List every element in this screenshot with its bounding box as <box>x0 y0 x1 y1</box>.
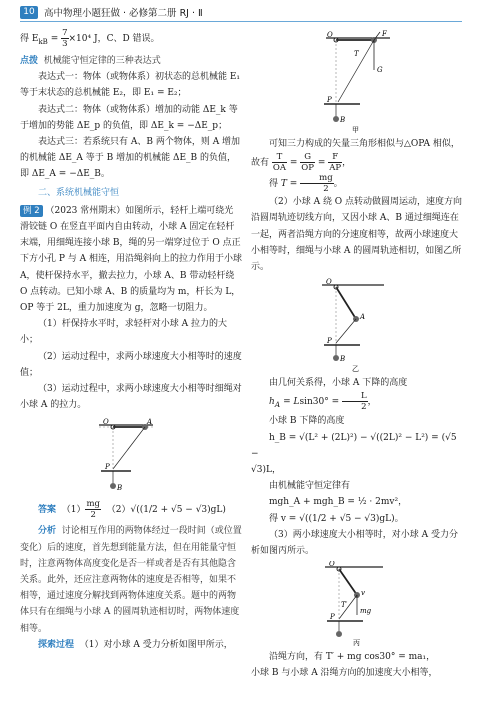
r5: 由几何关系得，小球 A 下降的高度 <box>269 378 408 389</box>
r4: （2）小球 A 绕 O 点转动做圆周运动，速度方向沿圆周轨迹切线方向，又因小球 A、B 通过细绳连在一起，两者沿绳方向的分速度相等，故两小球速度大小相等时，细绳与小球 A 的圆周轨迹相切，如图乙所示。 <box>251 197 463 273</box>
r10: 由机械能守恒定律有 <box>269 481 351 492</box>
label-P-bing: P <box>330 613 335 622</box>
r14: 沿绳方向，有 T′ + mg cos30° = ma₁， <box>269 652 436 663</box>
left-column <box>20 28 242 653</box>
label-A-yi: A <box>360 313 366 322</box>
example-2: 例 2 （2023 常州期末）如图所示，轻杆上端可绕光滑铰链 O 在竖直平面内自由转动，小球 A 固定在轻杆末端，用细绳连接小球 B，绳的另一端穿过位于 O 点正下方小孔 P 与 A 相连，用沿绳斜向上的拉力作用于小球 A，使杆保持水平，撤去拉力，小球 A、B 带动轻杆绕 O 点转动。已知小球 A、B 的质量均为 m，杆长为 L，OP 等于 2L，重力加速度为 g，忽略一切阻力。 <box>20 205 242 314</box>
header-rule <box>20 21 462 22</box>
example-badge: 例 2 <box>20 205 43 217</box>
r13: （3）两小球速度大小相等时，对小球 A 受力分析如图丙所示。 <box>251 529 458 557</box>
caption-yi: 乙 <box>352 365 359 374</box>
example-figure <box>91 415 171 497</box>
page-number: 10 <box>20 6 38 19</box>
label-G-jia: G <box>377 66 383 74</box>
question-3: （3）运动过程中，求两小球速度大小相等时细绳对小球 A 的拉力。 <box>20 384 242 411</box>
expression-1: 表达式一：物体（或物体系）初状态的总机械能 E₁ 等于末状态的总机械能 E₂，即 E₁ = E₂； <box>20 72 241 99</box>
figure-bing <box>317 561 397 647</box>
answer-line: 得 $E_{kB}$ = $\frac{7}{3}$ ×10⁴ J，C、D 错误。 <box>20 28 160 49</box>
expression-2: 表达式二：物体（或物体系）增加的动能 ΔE_k 等于增加的势能 ΔE_p 的负值，即 ΔE_k = −ΔE_p； <box>20 104 238 131</box>
question-1: （1）杆保持水平时，求轻杆对小球 A 拉力的大小； <box>20 319 227 346</box>
caption-bing: 丙 <box>353 639 360 648</box>
dianbo-heading: 点拨 机械能守恒定律的三种表达式 <box>20 56 161 66</box>
label-mg-bing: mg <box>360 607 372 616</box>
label-v-bing: v <box>361 589 365 598</box>
caption-jia: 甲 <box>352 126 359 134</box>
label-P-jia: P <box>327 96 332 104</box>
book-title: 高中物理小题狂做 · 必修第二册 RJ · Ⅱ <box>44 8 203 19</box>
label-F-jia: F <box>382 30 387 38</box>
label-B-jia: B <box>340 116 346 124</box>
r1: 可知三力构成的矢量三角形相似与△OPA 相似， <box>269 139 460 149</box>
r7: 小球 B 下降的高度 <box>269 416 345 427</box>
label-B: B <box>117 484 123 493</box>
r12: 得 v = √((1/2 + √5 − √3)gL)。 <box>269 513 404 524</box>
label-B-yi: B <box>340 355 346 364</box>
label-O-yi: O <box>326 278 332 287</box>
label-P-yi: P <box>327 337 332 346</box>
exploration: 探索过程 （1）对小球 A 受力分析如图甲所示， <box>38 639 233 650</box>
label-O-jia: O <box>327 31 333 39</box>
r15: 小球 B 与小球 A 沿绳方向的加速度大小相等， <box>251 668 438 679</box>
expression-3: 表达式三：若系统只有 A、B 两个物体，则 A 增加的机械能 ΔE_A 等于 B 增加的机械能 ΔE_B 的负值，即 ΔE_A = −ΔE_B。 <box>20 137 241 180</box>
analysis: 分析 讨论相互作用的两物体经过一段时间（或位置变化）后的速度，首先想到能量方法，但在用能量守恒时，注意两物体高度变化是否一样或者是否有其他隐含关系。此外，还应注意两物体的速度是否相等，如果不相等，通过速度分解找到两物体速度关系。题中的两物体只有在细绳与小球 A 的圆周轨迹相切时，两物体速度相等。 <box>20 526 242 634</box>
answer: 答案 （1） $\frac{mg}{2}$ （2）√((1/2 + √5 − √3)gL) <box>38 499 226 521</box>
r3: 得 T = $\frac{mg}{2}$ 。 <box>269 173 343 195</box>
r6: $h_A = Lsin30^\circ$ = $\frac{L}{2}$ ， <box>269 391 377 413</box>
label-O: O <box>103 418 109 427</box>
figure-yi <box>314 277 400 373</box>
label-P: P <box>105 463 110 472</box>
r9: √3)L， <box>251 465 281 476</box>
section-title: 二、系统机械能守恒 <box>38 187 120 198</box>
label-T-bing: T′ <box>341 601 348 610</box>
question-2: （2）运动过程中，求两小球速度大小相等时的速度值； <box>20 351 242 378</box>
label-T-jia: T <box>354 50 359 58</box>
r2: 故有 $\frac{T}{OA}$ = $\frac{G}{OP}$ = $\frac{F}{AP}$ ， <box>251 152 352 174</box>
figure-jia <box>314 30 400 134</box>
r8: h_B = √(L² + (2L)²) − √((2L)² − L²) = (√5 − <box>251 432 457 459</box>
label-A: A <box>147 418 153 427</box>
r11: mgh_A + mgh_B = ½ · 2mv²， <box>269 497 408 508</box>
page-header <box>0 0 480 22</box>
label-O-bing: O <box>329 561 335 569</box>
right-column <box>251 28 463 682</box>
